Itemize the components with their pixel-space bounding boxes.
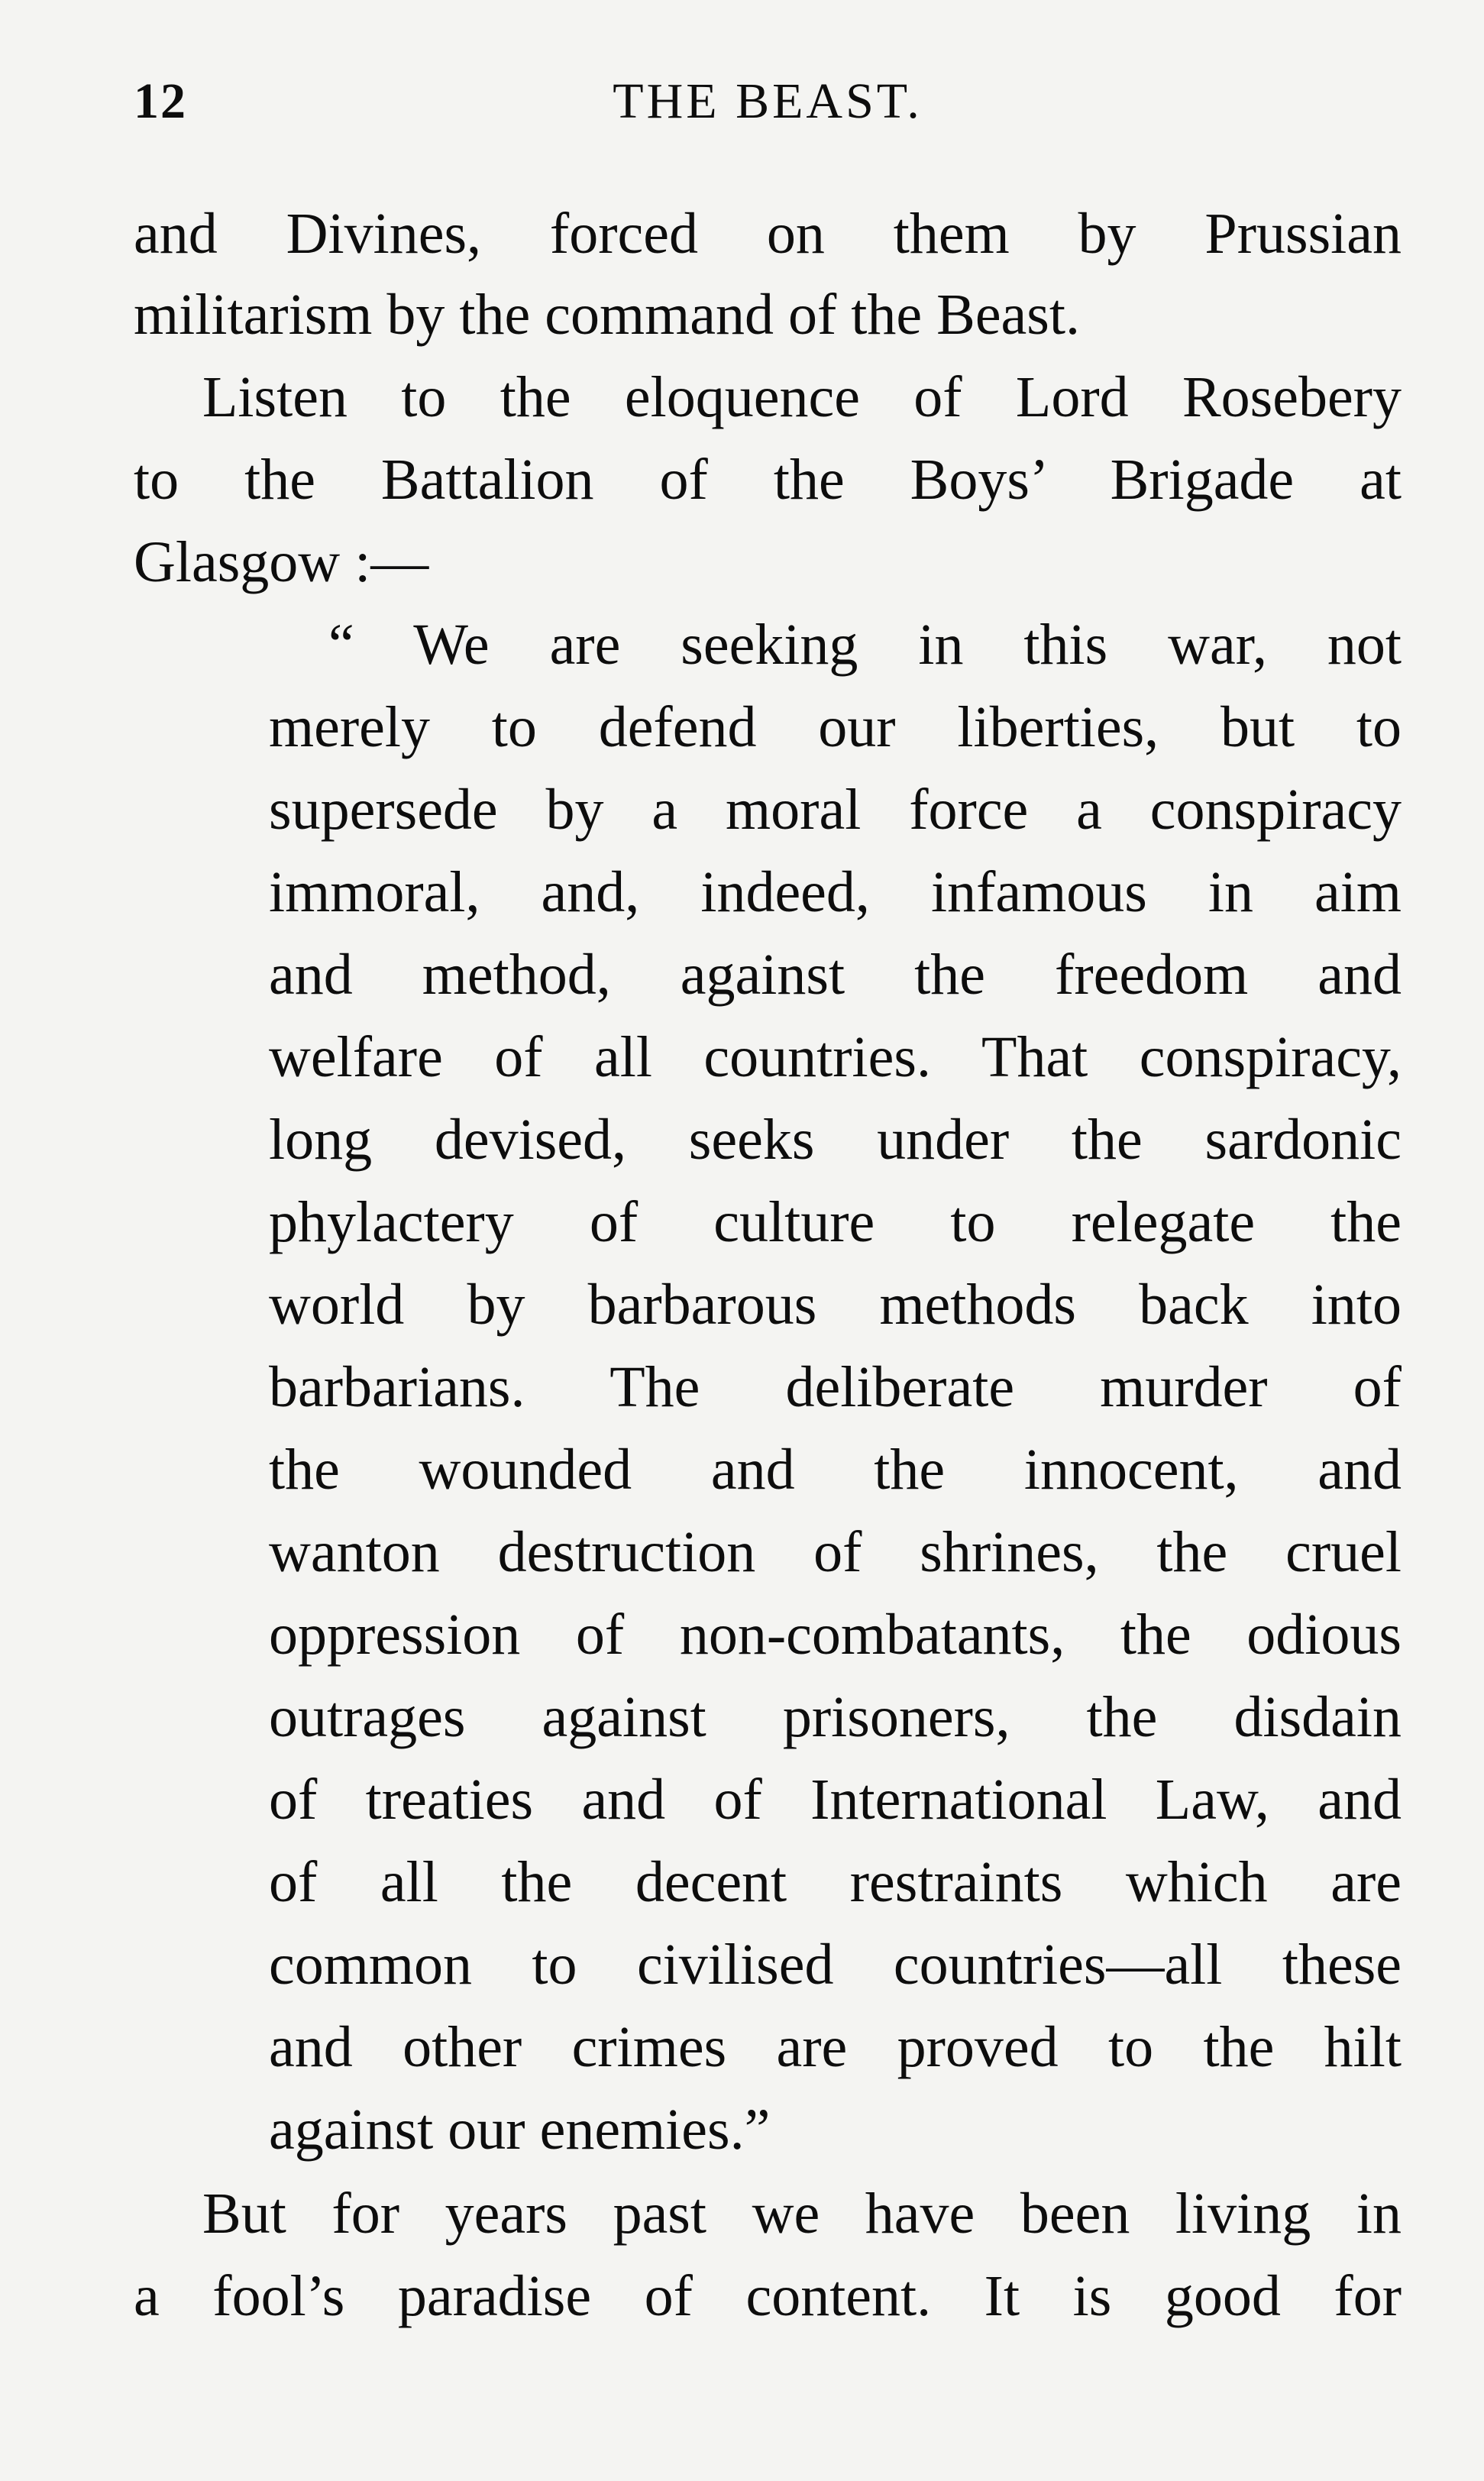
quote-line: oppression of non-combatants, the odious <box>269 1603 1402 1667</box>
quote-line: outrages against prisoners, the disdain <box>269 1685 1402 1749</box>
quote-line: the wounded and the innocent, and <box>269 1438 1402 1502</box>
quote-line: merely to defend our liberties, but to <box>269 695 1402 759</box>
text-line: to the Battalion of the Boys’ Brigade at <box>134 448 1402 512</box>
running-title: THE BEAST. <box>613 73 923 129</box>
quote-line: against our enemies.” <box>269 2098 771 2162</box>
quote-line: wanton destruction of shrines, the cruel <box>269 1520 1402 1584</box>
text-line: militarism by the command of the Beast. <box>134 283 1080 347</box>
quote-line: and method, against the freedom and <box>269 943 1402 1007</box>
quote-line: of treaties and of International Law, and <box>269 1768 1402 1832</box>
text-line: Glasgow :— <box>134 530 429 594</box>
quote-line: common to civilised countries—all these <box>269 1933 1402 1997</box>
quote-line: world by barbarous methods back into <box>269 1273 1402 1337</box>
quote-line: and other crimes are proved to the hilt <box>269 2015 1402 2079</box>
quote-line: phylactery of culture to relegate the <box>269 1190 1402 1254</box>
quote-line: “ We are seeking in this war, not <box>328 613 1402 677</box>
quote-line: supersede by a moral force a conspiracy <box>269 778 1402 842</box>
text-line: and Divines, forced on them by Prussian <box>134 202 1402 266</box>
page-number: 12 <box>134 73 187 129</box>
text-line: Listen to the eloquence of Lord Rosebery <box>202 365 1402 429</box>
quote-line: barbarians. The deliberate murder of <box>269 1355 1402 1419</box>
quote-line: long devised, seeks under the sardonic <box>269 1108 1402 1172</box>
quote-line: welfare of all countries. That conspiracy, <box>269 1025 1402 1089</box>
text-line: a fool’s paradise of content. It is good for <box>134 2264 1402 2328</box>
text-line: But for years past we have been living in <box>202 2182 1402 2246</box>
page-header <box>134 73 1402 141</box>
quote-line: of all the decent restraints which are <box>269 1850 1402 1914</box>
quote-line: immoral, and, indeed, infamous in aim <box>269 860 1402 924</box>
